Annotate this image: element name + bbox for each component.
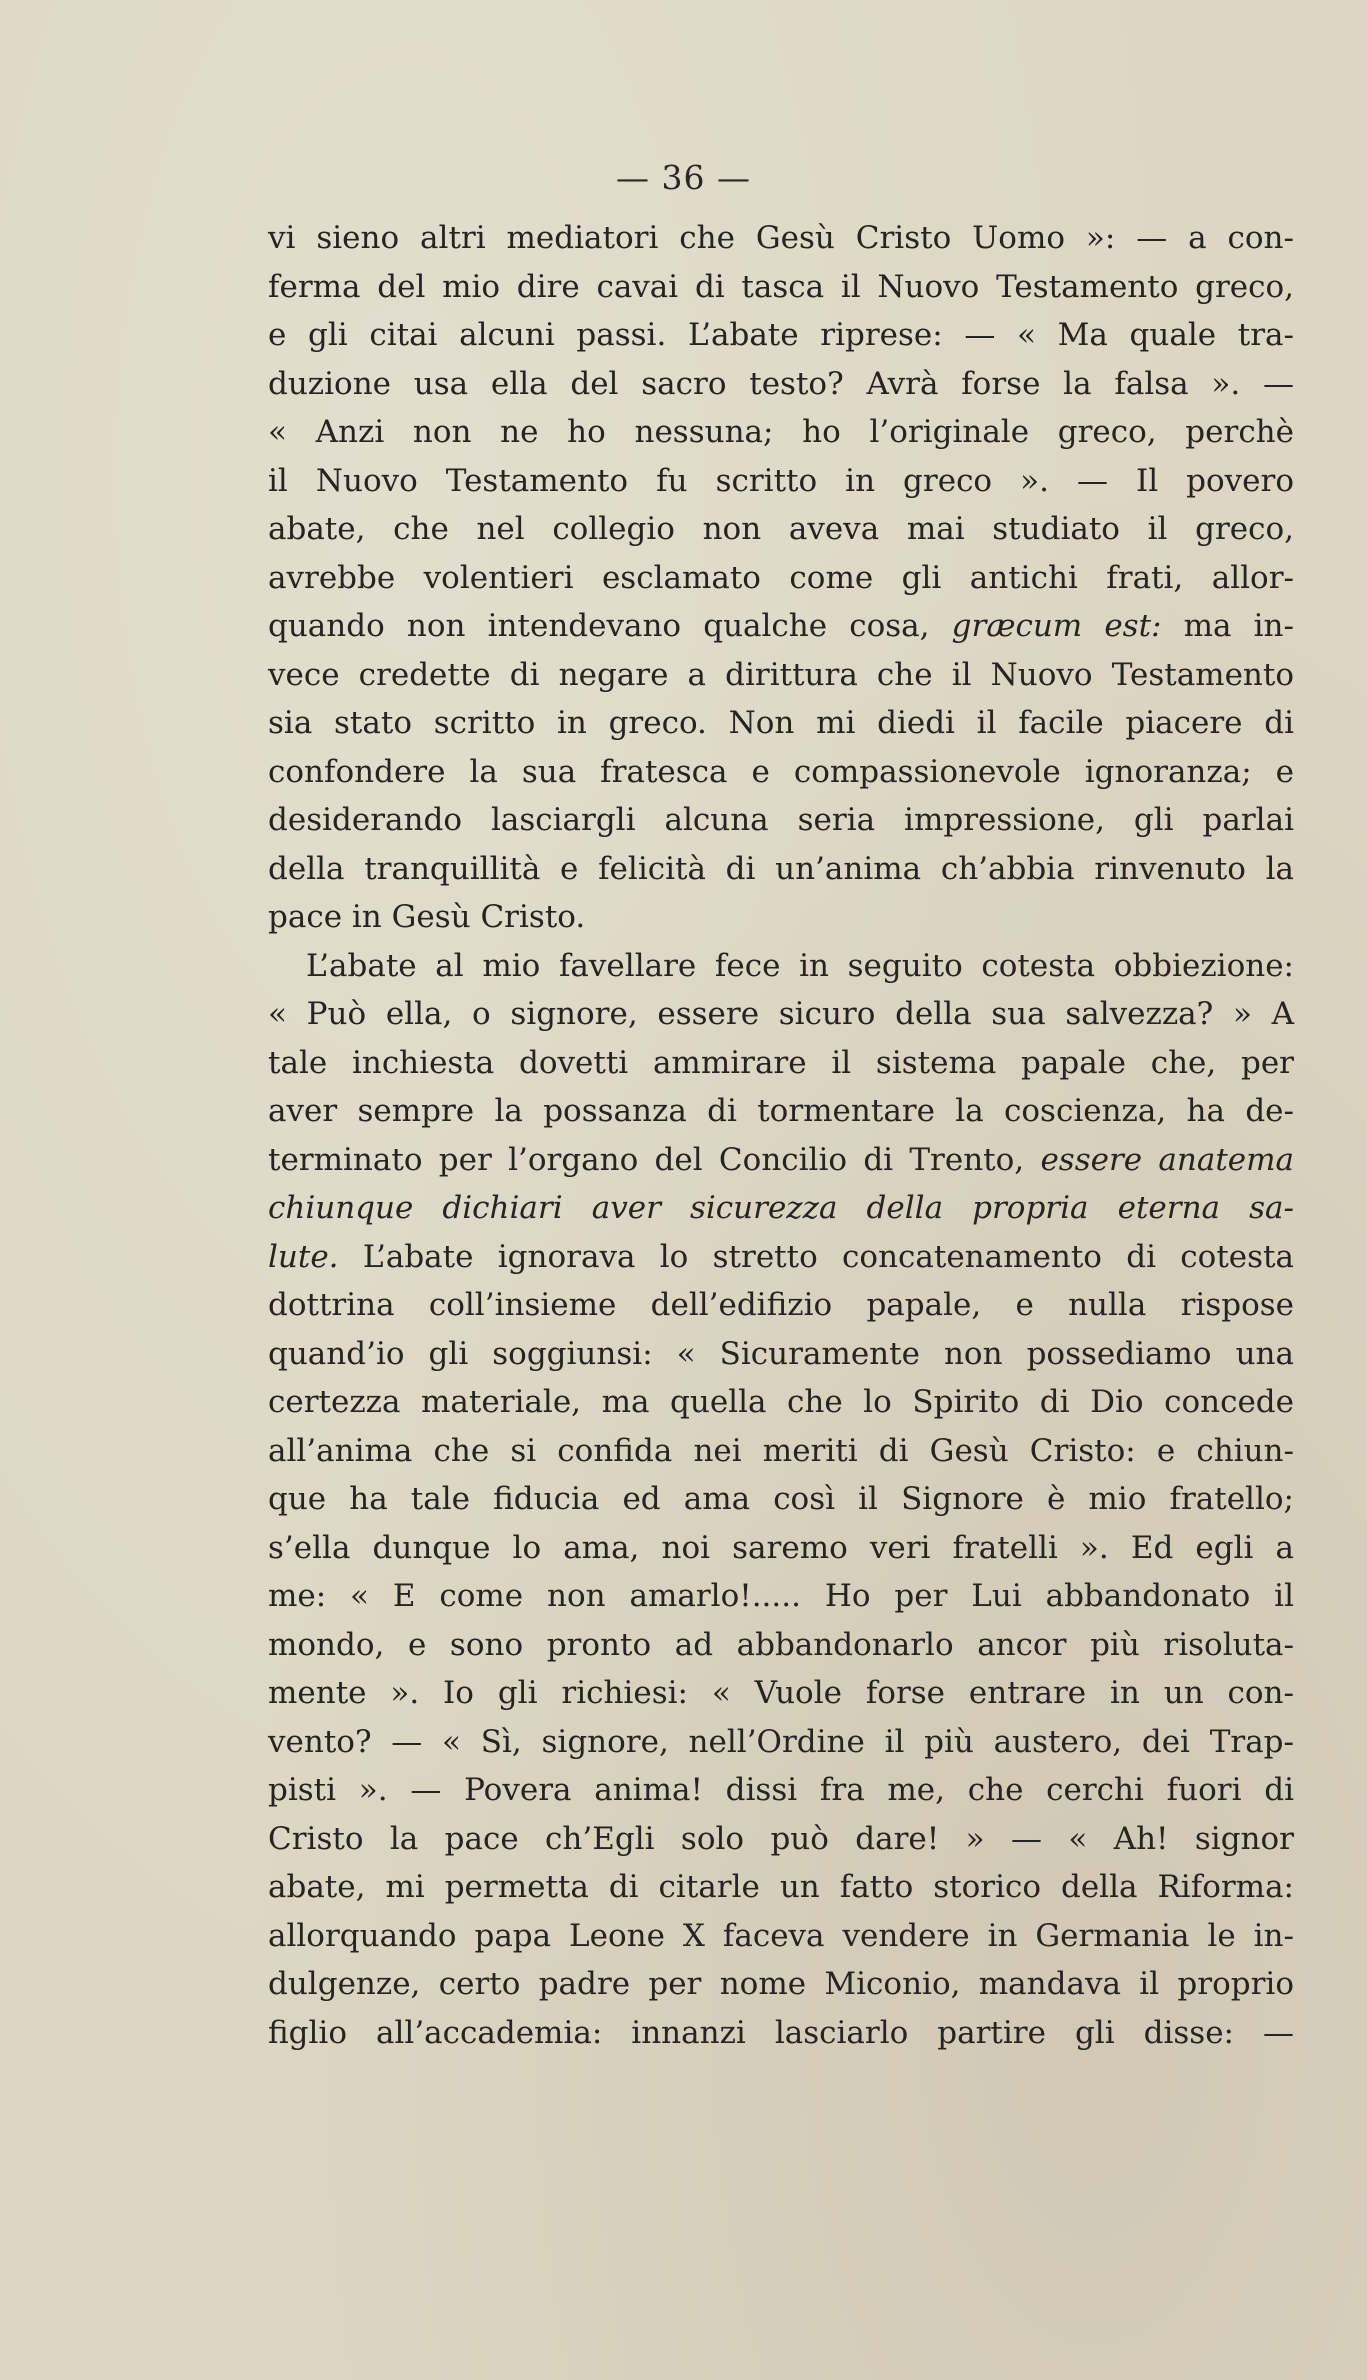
page-number: — 36 — — [616, 158, 751, 197]
text-line: desiderando lasciargli alcuna seria impressione, gli parlai — [268, 802, 1294, 838]
text-line: quand’io gli soggiunsi: « Sicuramente non possediamo una — [268, 1335, 1294, 1372]
text-line: certezza materiale, ma quella che lo Spirito di Dio concede — [268, 1384, 1294, 1420]
text-line: que ha tale fiducia ed ama così il Signore è mio fratello; — [268, 1481, 1294, 1517]
text-line: vece credette di negare a dirittura che il Nuovo Testamento — [268, 656, 1294, 693]
italic-text: græcum est: — [951, 608, 1162, 644]
text-line — [268, 602, 1294, 651]
text-line: pace in Gesù Cristo. — [268, 899, 586, 935]
text-line: duzione usa ella del sacro testo? Avrà forse la falsa ». — — [268, 365, 1294, 402]
body-text — [268, 214, 1294, 2057]
text-line: « Anzi non ne ho nessuna; ho l’originale greco, perchè — [268, 414, 1294, 450]
text-span: quando non intendevano qualche cosa, — [268, 608, 952, 644]
text-line — [268, 1184, 1294, 1233]
text-line: allorquando papa Leone X faceva vendere in Germania le in- — [268, 1917, 1294, 1954]
text-line: pisti ». — Povera anima! dissi fra me, che cerchi fuori di — [268, 1772, 1294, 1808]
text-line: e gli citai alcuni passi. L’abate riprese: — « Ma quale tra- — [268, 317, 1294, 353]
text-line: me: « E come non amarlo!..... Ho per Lui abbandonato il — [268, 1578, 1294, 1614]
text-line: della tranquillità e felicità di un’anima ch’abbia rinvenuto la — [268, 850, 1294, 887]
text-line: « Può ella, o signore, essere sicuro della sua salvezza? » A — [268, 996, 1294, 1032]
text-line: abate, mi permetta di citarle un fatto storico della Riforma: — [268, 1869, 1294, 1905]
text-span: terminato per l’organo del Concilio di Trento, — [268, 1141, 1041, 1178]
text-line: il Nuovo Testamento fu scritto in greco ». — Il povero — [268, 462, 1294, 499]
text-line: L’abate al mio favellare fece in seguito cotesta obbiezione: — [306, 947, 1294, 984]
italic-text: chiunque dichiari aver sicurezza della propria eterna sa- — [268, 1190, 1294, 1226]
text-line: all’anima che si confida nei meriti di Gesù Cristo: e chiun- — [268, 1432, 1294, 1469]
text-line: aver sempre la possanza di tormentare la coscienza, ha de- — [268, 1093, 1294, 1129]
text-line: sia stato scritto in greco. Non mi diedi il facile piacere di — [268, 705, 1294, 741]
text-line: dottrina coll’insieme dell’edifizio papale, e nulla rispose — [268, 1287, 1294, 1323]
text-line — [268, 1136, 1294, 1185]
text-span: ma in- — [1161, 608, 1294, 644]
text-line: mondo, e sono pronto ad abbandonarlo ancor più risoluta- — [268, 1626, 1294, 1663]
text-line: confondere la sua fratesca e compassionevole ignoranza; e — [268, 753, 1294, 790]
text-line — [268, 1233, 1294, 1282]
text-line: vento? — « Sì, signore, nell’Ordine il più austero, dei Trap- — [268, 1723, 1294, 1760]
text-line: s’ella dunque lo ama, noi saremo veri fratelli ». Ed egli a — [268, 1529, 1294, 1566]
italic-text: essere anatema — [1040, 1141, 1294, 1178]
text-line: ferma del mio dire cavai di tasca il Nuovo Testamento greco, — [268, 268, 1294, 305]
text-line: abate, che nel collegio non aveva mai studiato il greco, — [268, 511, 1294, 547]
text-line: vi sieno altri mediatori che Gesù Cristo Uomo »: — a con- — [268, 220, 1294, 256]
text-span: L’abate ignorava lo stretto concatenamento di cotesta — [338, 1238, 1294, 1275]
italic-text: lute. — [268, 1238, 339, 1275]
text-line: Cristo la pace ch’Egli solo può dare! » — « Ah! signor — [268, 1820, 1294, 1857]
text-line: dulgenze, certo padre per nome Miconio, mandava il proprio — [268, 1966, 1294, 2002]
text-line: avrebbe volentieri esclamato come gli antichi frati, allor- — [268, 559, 1294, 596]
text-line: figlio all’accademia: innanzi lasciarlo partire gli disse: — — [268, 2014, 1294, 2051]
text-line: tale inchiesta dovetti ammirare il sistema papale che, per — [268, 1044, 1294, 1081]
text-line: mente ». Io gli richiesi: « Vuole forse entrare in un con- — [268, 1675, 1294, 1711]
